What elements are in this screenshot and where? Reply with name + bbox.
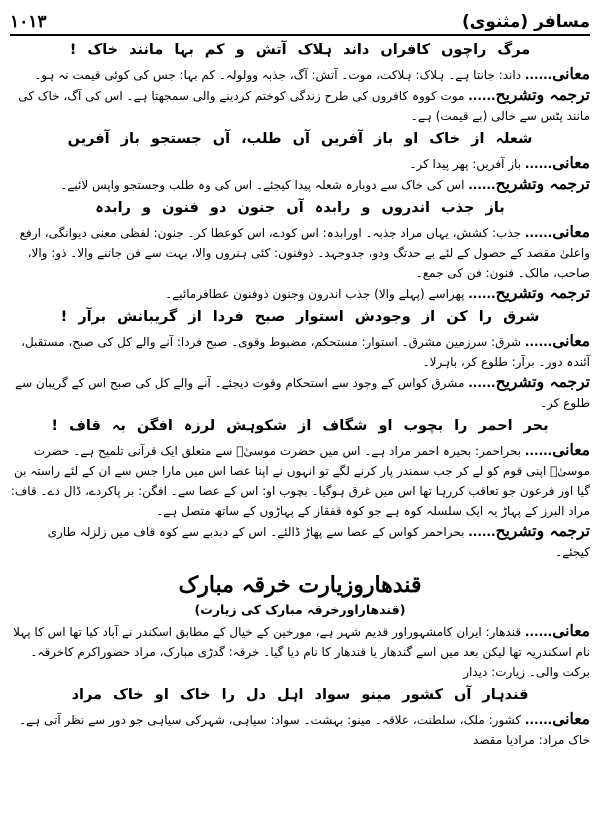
translation-paragraph (10, 85, 590, 126)
label-dots: ...... (524, 444, 553, 458)
label-dots: ...... (524, 335, 553, 349)
meanings-paragraph (10, 64, 590, 85)
verse-line: مرگ راچوں کافراں داند ہلاک آتش و کم بہا مانند خاک ! (69, 42, 531, 58)
verse-line: بحر احمر را بچوب او شگاف از شکوہش لرزہ افگن بہ قاف ! (51, 418, 549, 434)
meanings-label: معانی (552, 331, 590, 350)
translation-label: ترجمہ وتشریح (495, 85, 590, 104)
section-subtitle: (قندھاراورخرقہ مبارک کی زیارت) (194, 602, 406, 617)
meanings-label: معانی (552, 222, 590, 241)
meanings-paragraph (10, 440, 590, 521)
paragraph-text: اس کی خاک سے دوبارہ شعلہ پیدا کیجئے۔ اس کی وہ طلب وجستجو واپس لائیے۔ (60, 178, 465, 192)
verse-line: باز جذب اندروں و رابدہ آں جنون دو فنون و رابدہ (95, 200, 505, 216)
label-dots: ...... (468, 376, 496, 390)
section-title: قندھاروزیارت خرقہ مبارک (178, 572, 422, 598)
translation-label: ترجمہ وتشریح (495, 521, 590, 540)
translation-label: ترجمہ وتشریح (495, 372, 590, 391)
label-dots: ...... (468, 89, 496, 103)
verse-line: شعلہ از خاک او باز آفریں آں طلب، آں جستجو باز آفریں (67, 131, 533, 147)
translation-label: ترجمہ وتشریح (495, 174, 590, 193)
meanings-paragraph (10, 153, 590, 174)
translation-paragraph (10, 521, 590, 562)
translation-paragraph (10, 372, 590, 413)
meanings-paragraph (10, 331, 590, 372)
paragraph-text: موت کووہ کافروں کی طرح زندگی کوختم کردینے والی سمجھتا ہے۔ اس کی آگ، خاک کی مانند پٹس سے خالی (بے قیمت) ہے۔ (18, 89, 590, 123)
meanings-label: معانی (552, 153, 590, 172)
label-dots: ...... (524, 157, 553, 171)
label-dots: ...... (468, 287, 496, 301)
meanings-paragraph (10, 709, 590, 750)
label-dots: ...... (524, 625, 553, 639)
page-number: ۱۰۱۳ (10, 12, 47, 32)
paragraph-text: کشور: ملک، سلطنت، علاقہ۔ مینو: بہشت۔ سواد: سیاہی، شہرکی سیاہی جو دور سے نظر آتی ہے۔ خاک مراد: مرادیا مقصد (19, 713, 590, 747)
translation-label: ترجمہ وتشریح (495, 283, 590, 302)
verse-line: شرق را کن از وجودش استوار صبح فردا از گریبانش برآر ! (60, 309, 540, 325)
meanings-label: معانی (552, 440, 590, 459)
paragraph-text: بحراحمر کواس کے عصا سے پھاڑ ڈالئے۔ اس کے دبدبے سے کوہ قاف میں زلزلہ طاری کیجئے۔ (47, 525, 590, 559)
paragraph-text: مشرق کواس کے وجود سے استحکام وقوت دیجئے۔ آنے والے کل کی صبح اس کے گریبان سے طلوع کر۔ (15, 376, 590, 410)
meanings-label: معانی (552, 64, 590, 83)
paragraph-text: جذب: کشش، یہاں مراد جذبہ۔ اورابدہ: اس کودے، اس کوعطا کر۔ جنون: لفظی معنی دیوانگی، ارفع واعلیٰ مقصد کے حصول کے لئے بے حدتگ ودو، جدوجہد۔ ذوفنون: کئی ہنروں والا، بہت سے فن جاننے والا۔ ذو: والا، صاحب، مالک۔ فنون: فن کی جمع۔ (19, 226, 590, 280)
label-dots: ...... (468, 525, 496, 539)
paragraph-text: قندھار: ایران کامشہوراور قدیم شہر ہے، مورخین کے خیال کے مطابق اسکندر نے آباد کیا تھا اس کا پہلا نام اسکندریہ تھا لیکن بعد میں اسے گندھار یا قندھار کا نام دیا گیا۔ خرقہ: گدڑی مبارک، مراد حضوراکرم کاخرقہ۔ برکت والی۔ زیارت: دیدار (13, 625, 590, 679)
label-dots: ...... (524, 713, 553, 727)
translation-paragraph (10, 283, 590, 304)
label-dots: ...... (524, 68, 553, 82)
meanings-paragraph (10, 621, 590, 682)
label-dots: ...... (524, 226, 553, 240)
paragraph-text: پھراسے (پہلے والا) جذب اندرون وجنون ذوفنون عطافرمائیے۔ (165, 287, 465, 301)
paragraph-text: شرق: سرزمین مشرق۔ استوار: مستحکم، مضبوط وقوی۔ صبح فردا: آنے والے کل کی صبح، مستقبل، آئندہ دور۔ برآر: طلوع کر، باہرلا۔ (21, 335, 590, 369)
meanings-label: معانی (552, 621, 590, 640)
meanings-label: معانی (552, 709, 590, 728)
verse-line: قندہار آں کشور مینو سواد اہل دل را خاک او خاک مراد (71, 687, 529, 703)
paragraph-text: باز آفریں: پھر پیدا کر۔ (409, 157, 522, 171)
translation-paragraph (10, 174, 590, 195)
meanings-paragraph (10, 222, 590, 283)
page-body (10, 40, 590, 750)
paragraph-text: بحراحمر: بحیرہ احمر مراد ہے۔ اس میں حضرت موسیٰؑ سے متعلق ایک قرآنی تلمیح ہے۔ حضرت موسیٰؑ اپنی قوم کو لے کر جب سمندر پار کرنے لگے تو انہوں نے اپنا عصا اس میں مارا جس سے ان کے لئے راستہ بن گیا اور فرعون جو تعاقب کررہا تھا اس میں غرق ہوگیا۔ بچوب او: اس کے عصا سے۔ افگن: بر پاکردے، ڈال دے۔ قاف: مراد البرز کے پہاڑ یہ ایک سلسلہ کوہ ہے جو کوہ قفقاز کے پہاڑوں کے ساتھ متصل ہے۔ (10, 444, 590, 518)
running-title: مسافر (مثنوی) (461, 12, 590, 32)
paragraph-text: داند: جانتا ہے۔ ہلاک: ہلاکت، موت۔ آتش: آگ، جذبہ وولولہ۔ کم بہا: جس کی کوئی قیمت نہ ہو۔ (34, 68, 522, 82)
label-dots: ...... (468, 178, 496, 192)
page-header (10, 6, 590, 36)
